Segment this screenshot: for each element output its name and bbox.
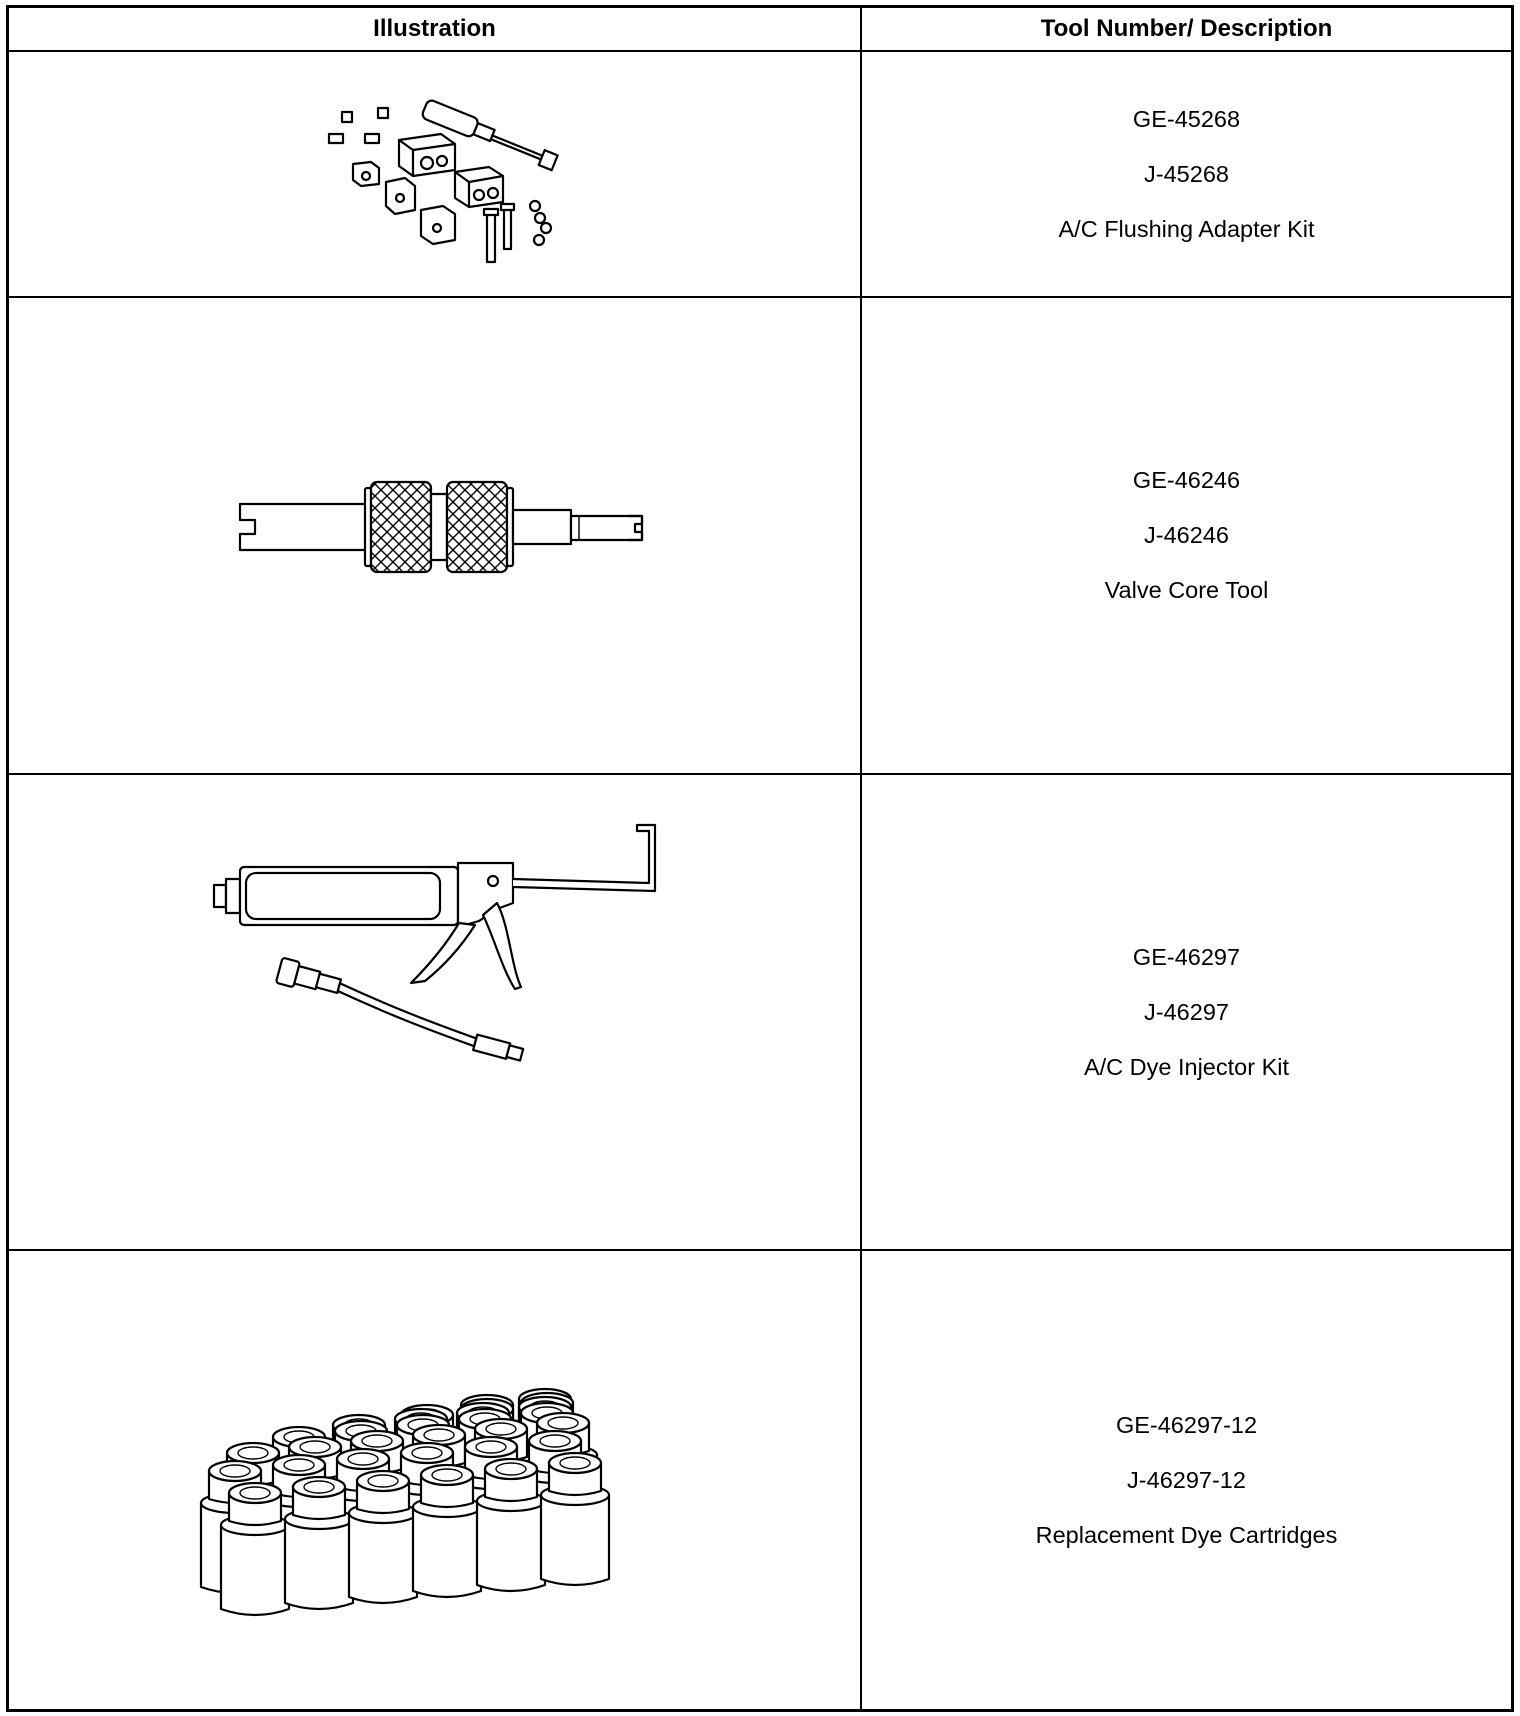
dye-cartridge [541, 1453, 609, 1585]
dye-cartridge [285, 1477, 353, 1609]
table-row [9, 1251, 1511, 1709]
illustration-cell [9, 775, 862, 1249]
header-tool-description: Tool Number/ Description [1040, 15, 1333, 42]
ge-tool-number: GE-46297 [1132, 943, 1241, 970]
dye-cartridge [349, 1471, 417, 1603]
ac-flushing-adapter-kit-icon [9, 52, 860, 296]
illustration-cell [9, 52, 862, 296]
tool-description: Replacement Dye Cartridges [1035, 1521, 1338, 1548]
illustration-cell [9, 298, 862, 773]
table-header-row [9, 8, 1511, 52]
j-tool-number: J-46246 [1144, 522, 1229, 548]
ge-tool-number: GE-46246 [1132, 467, 1241, 493]
ge-tool-number: GE-45268 [1132, 105, 1241, 132]
tool-description: A/C Dye Injector Kit [1083, 1053, 1290, 1080]
dye-injector-kit-icon [9, 775, 860, 1249]
tool-description-cell [862, 775, 1511, 1249]
j-tool-number: J-45268 [1144, 160, 1229, 187]
table-row [9, 298, 1511, 775]
table-row [9, 52, 1511, 298]
tool-description-cell [862, 1251, 1511, 1709]
j-tool-number: J-46297-12 [1127, 1466, 1246, 1493]
tool-description-cell [862, 298, 1511, 773]
dye-cartridge [221, 1483, 289, 1615]
tool-description-cell [862, 52, 1511, 296]
dye-cartridge [477, 1459, 545, 1591]
table-row [9, 775, 1511, 1251]
dye-cartridge [413, 1465, 481, 1597]
tools-table [6, 5, 1514, 1712]
ge-tool-number: GE-46297-12 [1115, 1411, 1258, 1438]
illustration-cell [9, 1251, 862, 1709]
valve-core-tool-icon [9, 298, 860, 773]
j-tool-number: J-46297 [1144, 998, 1229, 1025]
tool-description: A/C Flushing Adapter Kit [1058, 215, 1315, 242]
tool-description: Valve Core Tool [1104, 577, 1269, 603]
dye-cartridges-icon [9, 1251, 860, 1709]
header-illustration: Illustration [9, 8, 862, 50]
